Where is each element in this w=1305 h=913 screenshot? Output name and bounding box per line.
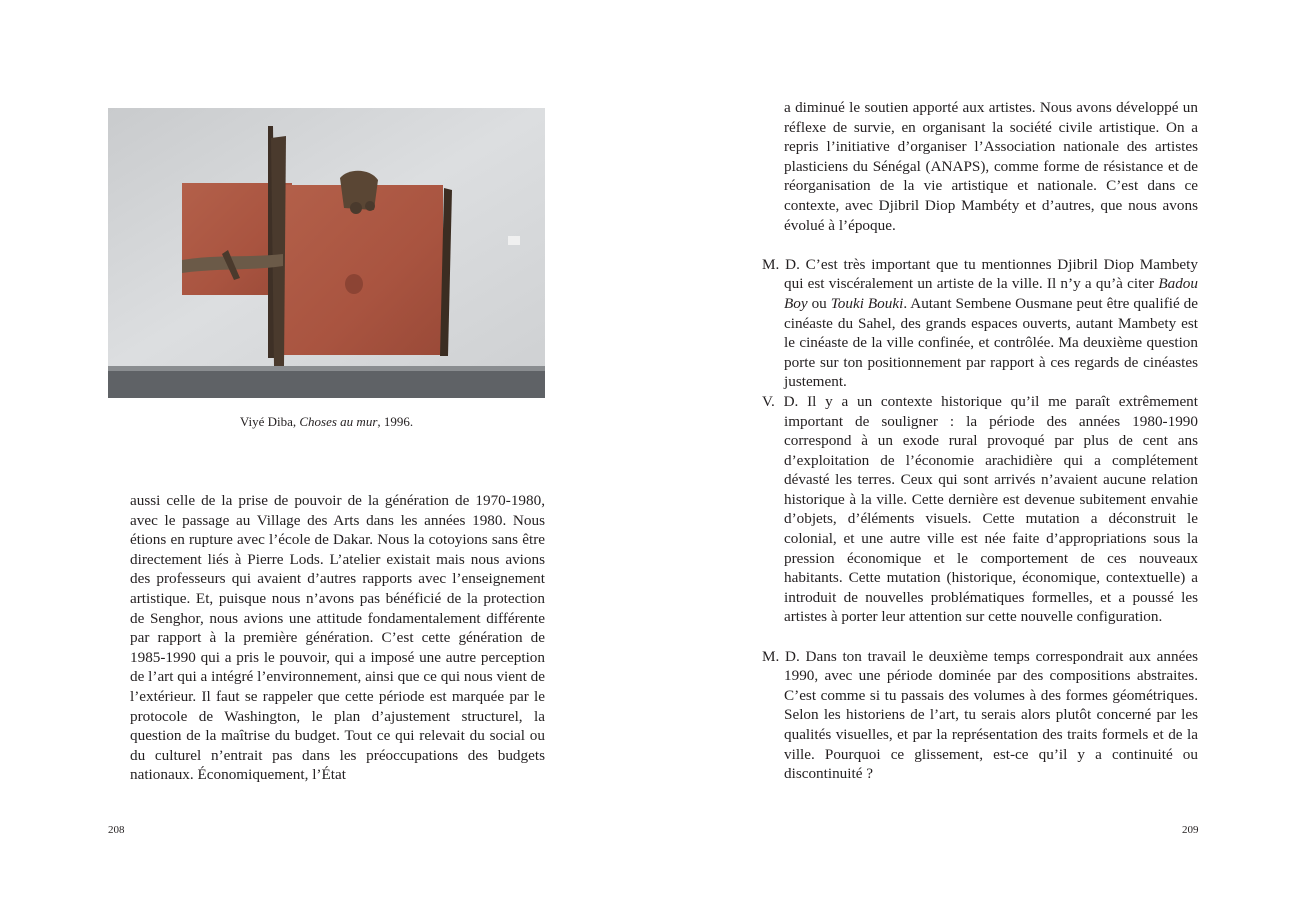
artwork-photo-image [108, 108, 545, 398]
continuation-paragraph: a diminué le soutien apporté aux artistes. Nous avons développé un réflexe de survie, en organisant la société civile artistique. On a repris l’initiative d’organiser l’Association nationale des artistes plasticiens du Sénégal (ANAPS), comme forme de résistance et de réorganisation de la vie artistique et nationale. C’est dans ce contexte, avec Djibril Diop Mambéty et d’autres, que nous avons évolué à l’époque. [784, 99, 1198, 234]
caption-year: , 1996. [377, 414, 414, 429]
speaker-vd: V. D. [762, 392, 799, 410]
answer-1: V. D. Il y a un contexte historique qu’il me paraît extrêmement important de souligner : la période des années 1980-1990 correspond à un exode rural provoqué par plus de cent ans d’exploitation de l’économie arachidière qui a complétement dévasté les terres. Ceux qui sont arrivés n’avaient aucune relation historique à la ville. Cette dernière est devenue subitement envahie d’objets, d’éléments visuels. Cette mutation a déconstruit le colonial, et une autre ville est née faite d’appropriations sous la pression économique et le comportement de ces nouveaux habitants. Cette mutation (historique, économique, contextuelle) a introduit de nouvelles problématiques formelles, et a poussé les artistes à porter leur attention sur cette nouvelle configuration. [762, 392, 1198, 626]
caption-title: Choses au mur [299, 414, 378, 429]
question-2: M. D. Dans ton travail le deuxième temps correspondrait aux années 1990, avec une période dominée par des compositions abstraites. C’est comme si tu passais des volumes à des formes géométriques. Selon les historiens de l’art, tu serais alors plutôt concerné par les qualités visuelles, et par la représentation des traits formels et de la ville. Pourquoi ce glissement, est-ce qu’il y a continuité ou discontinuité ? [762, 647, 1198, 783]
page-number-left: 208 [108, 824, 125, 836]
film-title: Badou Boy [784, 275, 1198, 312]
page-number-right: 209 [1182, 824, 1199, 836]
film-title: Touki Bouki [830, 294, 904, 312]
speaker-md: M. D. [762, 647, 800, 665]
right-column [762, 98, 1198, 784]
artwork-photo [108, 108, 545, 398]
caption-artist: Viyé Diba, [239, 414, 300, 429]
speaker-md: M. D. [762, 255, 800, 273]
photo-caption [108, 413, 545, 431]
question-1: M. D. C’est très important que tu mentionnes Djibril Diop Mambety qui est viscéralement un artiste de la ville. Il n’y a qu’à citer Badou Boy ou Touki Bouki. Autant Sembene Ousmane peut être qualifié de cinéaste du Sahel, des grands espaces ouverts, autant Mambety est le cinéaste de la ville confinée, et contrôlée. Ma deuxième question porte sur ton positionnement par rapport à ces regards de cinéastes justement. [762, 255, 1199, 391]
left-body-text: aussi celle de la prise de pouvoir de la génération de 1970-1980, avec le passage au Village des Arts dans les années 1980. Nous étions en rupture avec l’école de Dakar. Nous la cotoyions sans être directement liés à Pierre Lods. L’atelier existait mais nous avions des professeurs qui avaient d’autres rapports avec l’enseignement artistique. Et, puisque nous n’avons pas bénéficié de la protection de Senghor, nous avions une attitude fondamentalement différente par rapport à la première génération. C’est cette génération de 1985-1990 qui a pris le pouvoir, qui a imposé une autre perception de l’art qui a intégré l’environnement, ainsi que ce qui nous vient de l’extérieur. Il faut se rappeler que cette période est marquée par le protocole de Washington, le plan d’ajustement structurel, la question de la maîtrise du budget. Tout ce qui relevait du social ou du culturel n’entrait pas dans les préoccupations des budgets nationaux. Économiquement, l’État [130, 492, 545, 784]
